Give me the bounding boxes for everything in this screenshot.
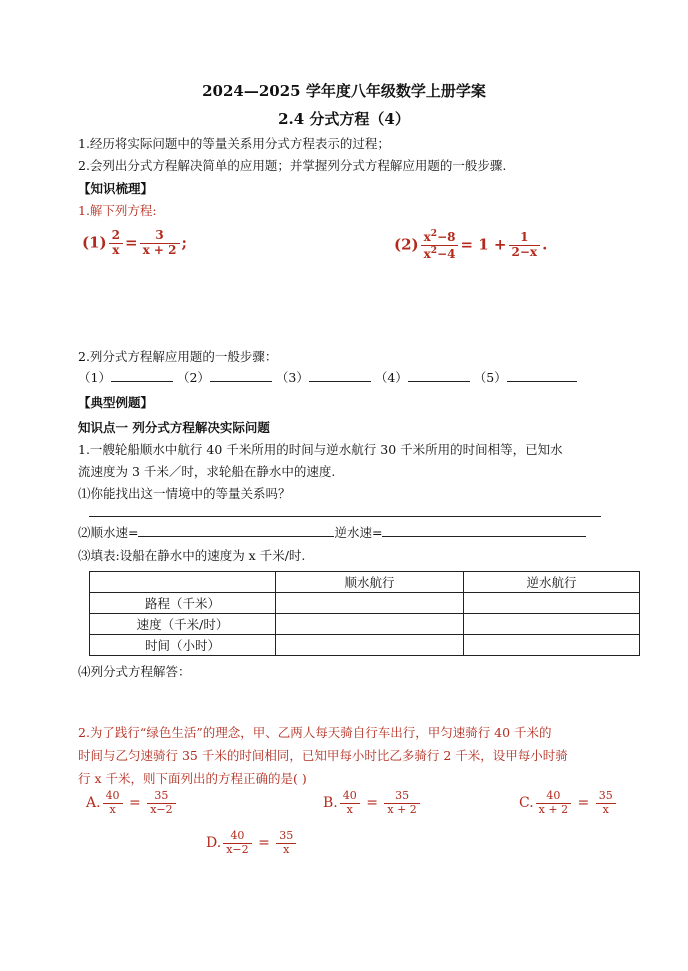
step-4-blank[interactable] bbox=[408, 369, 470, 382]
table-header-empty bbox=[90, 572, 276, 593]
sub-question-4: ⑷列分式方程解答： bbox=[78, 664, 191, 679]
knowledge-point-title: 知识点一 列分式方程解决实际问题 bbox=[78, 420, 270, 435]
step-2-blank[interactable] bbox=[210, 369, 272, 382]
step-3-blank[interactable] bbox=[309, 369, 371, 382]
table-cell[interactable] bbox=[464, 614, 640, 635]
row-label-distance: 路程（千米） bbox=[90, 593, 276, 614]
knowledge-heading: 【知识梳理】 bbox=[78, 181, 154, 196]
speed-table bbox=[89, 571, 640, 656]
step-5-blank[interactable] bbox=[507, 369, 577, 382]
table-cell[interactable] bbox=[464, 593, 640, 614]
problem-2-line-1: 2.为了践行“绿色生活”的理念，甲、乙两人每天骑自行车出行，甲匀速骑行 40 千米的 bbox=[78, 725, 552, 740]
sub-question-1: ⑴你能找出这一情境中的等量关系吗？ bbox=[78, 486, 291, 501]
option-a[interactable]: A. $\frac{40}{x}$ = $\frac{35}{x-2}$ bbox=[86, 790, 178, 816]
steps-row: （1） （2） （3） （4） （5） bbox=[78, 368, 577, 386]
option-d[interactable]: D. $\frac{40}{x-2}$ = $\frac{35}{x}$ bbox=[206, 830, 298, 856]
option-b[interactable]: B. $\frac{40}{x}$ = $\frac{35}{x + 2}$ bbox=[323, 790, 422, 816]
option-c[interactable]: C. $\frac{40}{x + 2}$ = $\frac{35}{x}$ bbox=[519, 790, 618, 816]
problem-1-line-2: 流速度为 3 千米／时，求轮船在静水中的速度. bbox=[78, 464, 336, 479]
table-cell[interactable] bbox=[276, 593, 464, 614]
table-cell[interactable] bbox=[276, 635, 464, 656]
table-row bbox=[90, 635, 640, 656]
answer-line-1[interactable] bbox=[89, 516, 601, 517]
problem-2-line-3: 行 x 千米，则下面列出的方程正确的是( ) bbox=[78, 771, 307, 786]
problem-1-line-1: 1.一艘轮船顺水中航行 40 千米所用的时间与逆水航行 30 千米所用的时间相等，已知水 bbox=[78, 442, 563, 457]
lesson-subtitle: 2.4 分式方程（4） bbox=[278, 110, 410, 128]
row-label-time: 时间（小时） bbox=[90, 635, 276, 656]
table-cell[interactable] bbox=[464, 635, 640, 656]
downstream-speed-blank[interactable] bbox=[138, 524, 334, 537]
objective-2: 2.会列出分式方程解决简单的应用题；并掌握列分式方程解应用题的一般步骤. bbox=[78, 158, 507, 173]
table-cell[interactable] bbox=[276, 614, 464, 635]
row-label-speed: 速度（千米/时） bbox=[90, 614, 276, 635]
table-row bbox=[90, 593, 640, 614]
sub-question-2: ⑵顺水速= 逆水速= bbox=[78, 523, 586, 541]
examples-heading: 【典型例题】 bbox=[78, 395, 154, 410]
question-2-label: 2.列分式方程解应用题的一般步骤： bbox=[78, 349, 278, 364]
problem-2-line-2: 时间与乙匀速骑行 35 千米的时间相同，已知甲每小时比乙多骑行 2 千米，设甲每小时骑 bbox=[78, 748, 568, 763]
equation-2: (2) $\frac{x^2-8}{x^2-4}$ = 1 + $\frac{1}{2-x}$ . bbox=[394, 229, 548, 261]
upstream-speed-blank[interactable] bbox=[382, 524, 586, 537]
sub-question-3: ⑶填表:设船在静水中的速度为 x 千米/时. bbox=[78, 548, 306, 563]
question-1-label: 1.解下列方程: bbox=[78, 203, 157, 218]
table-header-upstream: 逆水航行 bbox=[464, 572, 640, 593]
table-header-downstream: 顺水航行 bbox=[276, 572, 464, 593]
table-row bbox=[90, 614, 640, 635]
page-title: 2024—2025 学年度八年级数学上册学案 bbox=[202, 82, 486, 100]
step-1-blank[interactable] bbox=[111, 369, 173, 382]
objective-1: 1.经历将实际问题中的等量关系用分式方程表示的过程； bbox=[78, 136, 390, 151]
equation-1: (1) $\frac{2}{x}$ = $\frac{3}{x + 2}$ ; bbox=[82, 228, 188, 257]
